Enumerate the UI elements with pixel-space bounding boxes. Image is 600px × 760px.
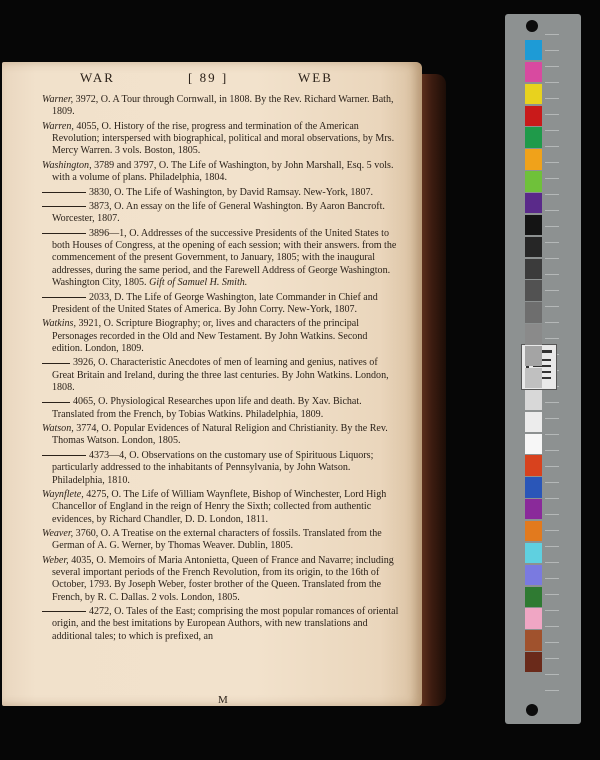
catalogue-entry <box>42 94 400 119</box>
color-swatch <box>525 84 542 104</box>
entry-description: 2033, D. The Life of George Washington, late Commander in Chief and President of the United States of America. By John Corry. New-York, 1807. <box>52 291 378 315</box>
author-name: Watkins, <box>42 318 76 330</box>
catalogue-entry <box>42 450 400 487</box>
entry-description: 3774, O. Popular Evidences of Natural Religion and Christianity. By the Rev. Thomas Watson. London, 1805. <box>52 423 388 447</box>
entry-description: 3789 and 3797, O. The Life of Washington, by John Marshall, Esq. 5 vols. with a volume of plans. Philadelphia, 1804. <box>52 159 394 184</box>
author-name: Watson, <box>42 423 74 435</box>
entry-description: 4373—4, O. Observations on the customary use of Spirituous Liquors; particularly addressed to the inhabitants of Pennsylvania, by John Watson. Philadelphia, 1810. <box>52 450 374 486</box>
author-name: Weaver, <box>42 528 74 540</box>
ditto-dash <box>42 192 86 193</box>
color-swatch <box>525 455 542 475</box>
entry-description: 4275, O. The Life of William Waynflete, Bishop of Winchester, Lord High Chancellor of England in the reign of Henry the Sixth; collected from authentic evidences, by Richard Chandler, D. D. London, 1811. <box>52 489 387 525</box>
ditto-dash <box>42 233 86 234</box>
color-swatch <box>525 587 542 607</box>
catalogue-entry <box>42 606 400 643</box>
author-name: Weber, <box>42 554 69 566</box>
color-swatch <box>525 259 542 279</box>
entry-description: 3896—1, O. Addresses of the successive Presidents of the United States to both Houses of Congress, at the opening of each session; with their answers. from the commencement of the present Government, to January, 1805; with the inaugural addresses, during the same period, and the Farewell Address of George Washington. Washington City, 1805. <box>52 227 397 288</box>
catalogue-entry <box>42 423 400 448</box>
catalogue-entry <box>42 228 400 289</box>
catalogue-entry <box>42 292 400 317</box>
color-swatch <box>525 630 542 650</box>
catalogue-entry <box>42 357 400 394</box>
ditto-dash <box>42 297 86 298</box>
ditto-dash <box>42 402 70 403</box>
entry-description: 3873, O. An essay on the life of General Washington. By Aaron Bancroft. Worcester, 1807. <box>52 201 385 225</box>
color-swatch <box>525 346 542 366</box>
color-swatch <box>525 652 542 672</box>
catalogue-entry <box>42 160 400 185</box>
entry-description: 4035, O. Memoirs of Maria Antonietta, Queen of France and Navarre; including several important periods of the French Revolution, from its origin, to the 16th of October, 1793. By Joseph Weber, foster brother of the Queen. Translated from the French, by R. C. Dallas. 2 vols. London, 1805. <box>52 554 394 603</box>
author-name: Washington, <box>42 159 92 171</box>
color-swatch <box>525 434 542 454</box>
running-header <box>2 70 422 90</box>
catalogue-entry <box>42 121 400 158</box>
ditto-dash <box>42 206 86 207</box>
color-swatch <box>525 324 542 344</box>
header-left: WAR <box>80 70 115 85</box>
color-swatch <box>525 477 542 497</box>
ditto-dash <box>42 363 70 364</box>
color-swatch <box>525 149 542 169</box>
entry-description: 3972, O. A Tour through Cornwall, in 1808. By the Rev. Richard Warner. Bath, 1809. <box>52 94 394 118</box>
author-name: Waynflete, <box>42 489 84 501</box>
color-swatch <box>525 237 542 257</box>
color-swatch <box>525 390 542 410</box>
color-swatch <box>525 368 542 388</box>
page-number: [ 89 ] <box>188 70 229 85</box>
color-swatch <box>525 521 542 541</box>
color-swatch <box>525 106 542 126</box>
card-hole-icon <box>526 704 538 716</box>
entry-description: 3921, O. Scripture Biography; or, lives and characters of the principal Personages recorded in the Old and New Testament. By John Watkins. Second edition. London, 1809. <box>52 318 368 354</box>
ditto-dash <box>42 455 86 456</box>
color-swatch <box>525 127 542 147</box>
entry-description: 4065, O. Physiological Researches upon life and death. By Xav. Bichat. Translated from the French, by Tobias Watkins. Philadelphia, 1809. <box>52 396 362 420</box>
color-swatch <box>525 171 542 191</box>
color-swatch <box>525 608 542 628</box>
header-right: WEB <box>298 70 333 85</box>
color-swatch <box>525 412 542 432</box>
author-name: Warren, <box>42 120 74 132</box>
color-swatch <box>525 215 542 235</box>
entry-description: 3926, O. Characteristic Anecdotes of men of learning and genius, natives of Great Britain and Ireland, during the three last centuries. By John Watkins. London, 1808. <box>52 357 389 393</box>
color-swatch <box>525 565 542 585</box>
card-hole-icon <box>526 20 538 32</box>
color-swatch <box>525 40 542 60</box>
catalogue-entries <box>42 94 400 645</box>
catalogue-entry <box>42 396 400 421</box>
entry-description: 4055, O. History of the rise, progress and termination of the American Revolution; interspersed with biographical, political and moral observations, by Mrs. Mercy Warren. 3 vols. Boston, 1805. <box>52 120 395 157</box>
catalogue-entry <box>42 318 400 355</box>
ditto-dash <box>42 611 86 612</box>
author-name: Warner, <box>42 94 74 105</box>
card-logo <box>557 350 577 426</box>
catalogue-entry <box>42 187 400 199</box>
book-page <box>2 62 422 706</box>
signature-letter: M <box>218 694 228 706</box>
color-swatch <box>525 193 542 213</box>
color-swatch <box>525 62 542 82</box>
entry-description: 4272, O. Tales of the East; comprising the most popular romances of oriental origin, and the best imitations by European Authors, with new translations and additional tales; to which is prefixed, an <box>52 606 399 642</box>
entry-description: 3830, O. The Life of Washington, by David Ramsay. New-York, 1807. <box>89 186 374 198</box>
color-swatch <box>525 543 542 563</box>
color-swatch <box>525 499 542 519</box>
catalogue-entry <box>42 528 400 553</box>
catalogue-entry <box>42 555 400 604</box>
entry-description: 3760, O. A Treatise on the external characters of fossils. Translated from the German of A. G. Werner, by Thomas Weaver. Dublin, 1805. <box>52 528 382 552</box>
catalogue-entry <box>42 201 400 226</box>
catalogue-entry <box>42 489 400 526</box>
color-swatch <box>525 302 542 322</box>
color-swatch <box>525 280 542 300</box>
color-calibration-card <box>505 14 581 724</box>
gift-note: Gift of Samuel H. Smith. <box>149 276 248 288</box>
